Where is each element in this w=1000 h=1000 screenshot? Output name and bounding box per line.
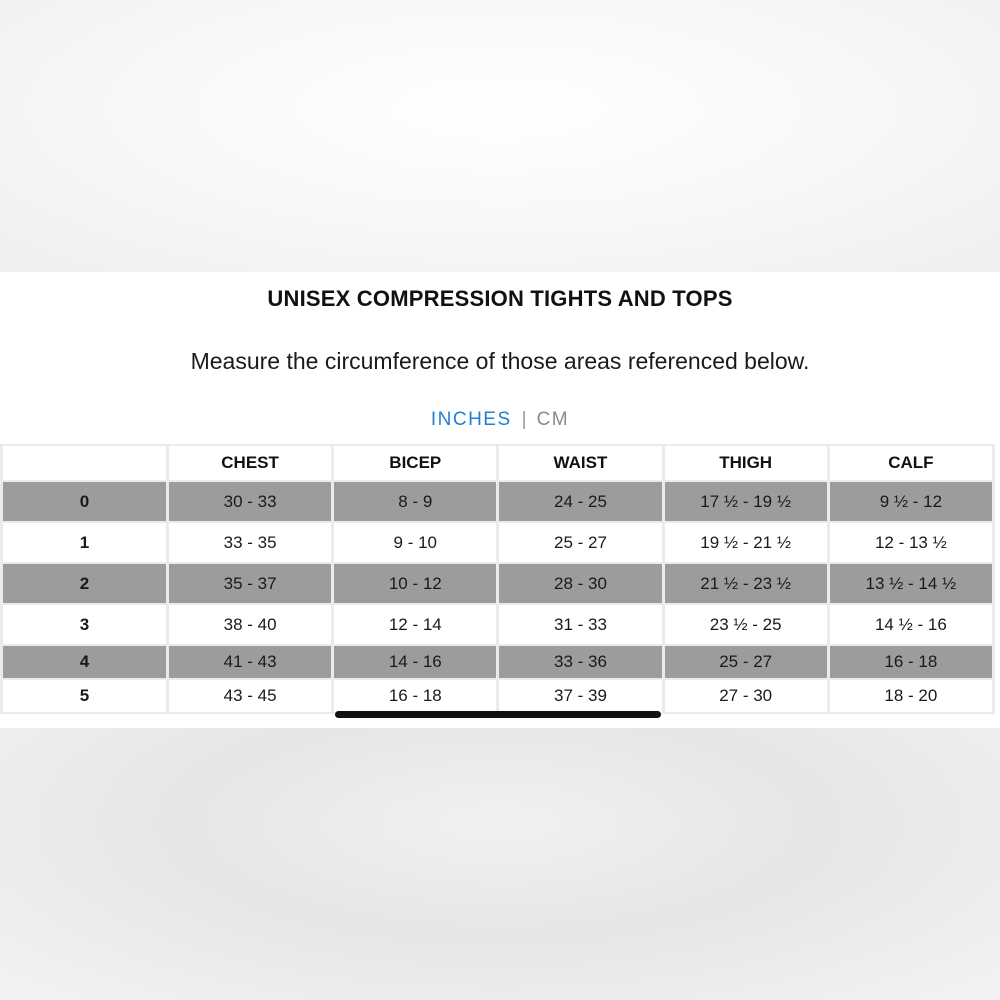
size-label: 5 xyxy=(3,680,166,712)
chest-cell: 43 - 45 xyxy=(169,680,331,712)
waist-cell: 37 - 39 xyxy=(499,680,661,712)
header-chest: CHEST xyxy=(169,446,331,480)
page-title: UNISEX COMPRESSION TIGHTS AND TOPS xyxy=(267,286,733,311)
thigh-cell: 21 ½ - 23 ½ xyxy=(665,564,827,603)
table-row xyxy=(3,680,992,712)
calf-cell: 14 ½ - 16 xyxy=(830,605,992,644)
header-thigh: THIGH xyxy=(665,446,827,480)
calf-cell: 18 - 20 xyxy=(830,680,992,712)
size-label: 1 xyxy=(3,523,166,562)
table-row xyxy=(3,646,992,678)
chest-cell: 38 - 40 xyxy=(169,605,331,644)
bicep-cell: 10 - 12 xyxy=(334,564,496,603)
thigh-cell: 23 ½ - 25 xyxy=(665,605,827,644)
calf-cell: 16 - 18 xyxy=(830,646,992,678)
header-waist: WAIST xyxy=(499,446,661,480)
waist-cell: 25 - 27 xyxy=(499,523,661,562)
chest-cell: 33 - 35 xyxy=(169,523,331,562)
bicep-cell: 8 - 9 xyxy=(334,482,496,521)
thigh-cell: 27 - 30 xyxy=(665,680,827,712)
chest-cell: 41 - 43 xyxy=(169,646,331,678)
thigh-cell: 25 - 27 xyxy=(665,646,827,678)
calf-cell: 12 - 13 ½ xyxy=(830,523,992,562)
calf-cell: 9 ½ - 12 xyxy=(830,482,992,521)
table-row xyxy=(3,482,992,521)
bicep-cell: 9 - 10 xyxy=(334,523,496,562)
header-size xyxy=(3,446,166,480)
waist-cell: 24 - 25 xyxy=(499,482,661,521)
waist-cell: 33 - 36 xyxy=(499,646,661,678)
table-header-row xyxy=(3,446,992,480)
horizontal-scroll-indicator[interactable] xyxy=(335,711,661,718)
bicep-cell: 14 - 16 xyxy=(334,646,496,678)
table-row xyxy=(3,605,992,644)
chest-cell: 35 - 37 xyxy=(169,564,331,603)
size-label: 0 xyxy=(3,482,166,521)
bicep-cell: 16 - 18 xyxy=(334,680,496,712)
size-label: 2 xyxy=(3,564,166,603)
waist-cell: 28 - 30 xyxy=(499,564,661,603)
table-row xyxy=(3,564,992,603)
table-row xyxy=(3,523,992,562)
unit-toggle xyxy=(0,409,1000,431)
page-subtitle: Measure the circumference of those areas referenced below. xyxy=(190,348,810,374)
calf-cell: 13 ½ - 14 ½ xyxy=(830,564,992,603)
header-bicep: BICEP xyxy=(334,446,496,480)
unit-separator: | xyxy=(521,409,527,430)
thigh-cell: 19 ½ - 21 ½ xyxy=(665,523,827,562)
header-calf: CALF xyxy=(830,446,992,480)
unit-inches-tab[interactable]: INCHES xyxy=(430,409,512,430)
unit-cm-tab[interactable]: CM xyxy=(536,409,570,430)
size-label: 4 xyxy=(3,646,166,678)
background-top xyxy=(0,0,1000,272)
bicep-cell: 12 - 14 xyxy=(334,605,496,644)
waist-cell: 31 - 33 xyxy=(499,605,661,644)
thigh-cell: 17 ½ - 19 ½ xyxy=(665,482,827,521)
background-bottom xyxy=(0,728,1000,1000)
size-label: 3 xyxy=(3,605,166,644)
chest-cell: 30 - 33 xyxy=(169,482,331,521)
size-chart-table xyxy=(0,444,995,714)
